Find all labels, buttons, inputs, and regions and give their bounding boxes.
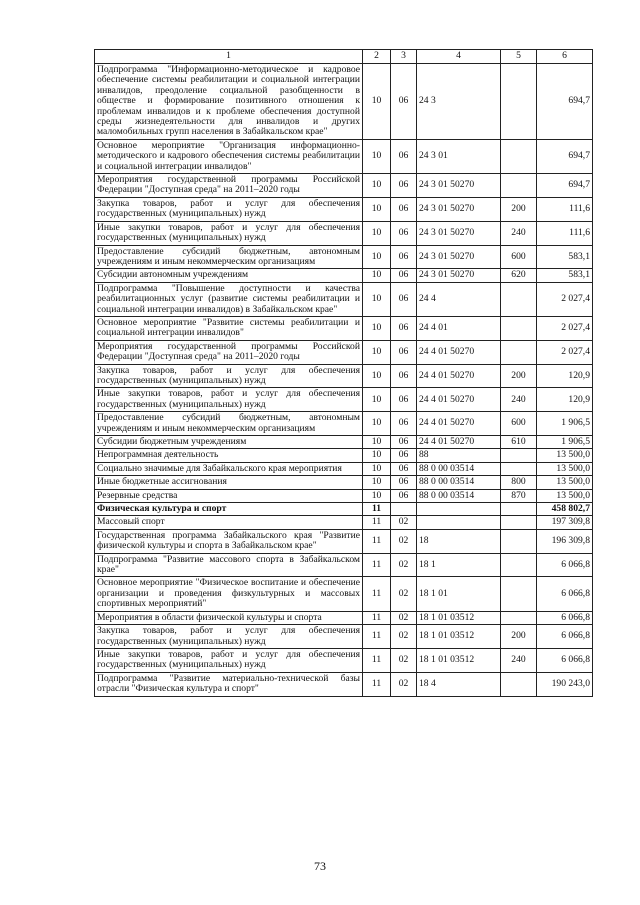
row-expense-type-cell — [501, 139, 537, 173]
row-subsection-cell: 02 — [391, 648, 417, 672]
row-subsection-cell: 06 — [391, 197, 417, 221]
row-target-code-cell: 88 0 00 03514 — [417, 462, 501, 475]
row-expense-type-cell — [501, 462, 537, 475]
row-target-code-cell: 24 3 01 50270 — [417, 269, 501, 282]
row-target-code-cell: 18 1 01 — [417, 577, 501, 611]
row-name-cell: Мероприятия государственной программы Российской Федерации "Доступная среда" на 2011–2020 годы — [95, 174, 363, 198]
row-name-cell: Основное мероприятие "Физическое воспитание и обеспечение организации и проведения физкультурных и массовых спортивных мероприятий" — [95, 577, 363, 611]
row-subsection-cell: 02 — [391, 553, 417, 577]
row-name-cell: Подпрограмма "Информационно-методическое и кадровое обеспечение системы реабилитации и социальной интеграции инвалидов, преодоление социальной разобщенности в обществе и формирование позитивного отношения к проблемам инвалидов и к проблеме обеспечения доступной среды жизнедеятельности для инвалидов и других маломобильных групп населения в Забайкальском крае" — [95, 64, 363, 140]
row-section-cell: 10 — [363, 64, 391, 140]
row-amount-cell: 6 066,8 — [537, 648, 593, 672]
row-section-cell: 11 — [363, 672, 391, 696]
row-target-code-cell: 18 1 — [417, 553, 501, 577]
row-expense-type-cell: 620 — [501, 269, 537, 282]
row-expense-type-cell — [501, 282, 537, 316]
row-amount-cell: 1 906,5 — [537, 412, 593, 436]
row-name-cell: Закупка товаров, работ и услуг для обеспечения государственных (муниципальных) нужд — [95, 625, 363, 649]
row-subsection-cell: 06 — [391, 462, 417, 475]
row-expense-type-cell — [501, 611, 537, 624]
row-name-cell: Государственная программа Забайкальского края "Развитие физической культуры и спорта в Забайкальском крае" — [95, 529, 363, 553]
row-subsection-cell: 06 — [391, 364, 417, 388]
row-subsection-cell: 02 — [391, 516, 417, 529]
table-row — [95, 388, 593, 412]
row-section-cell: 11 — [363, 529, 391, 553]
budget-table — [94, 49, 593, 697]
row-expense-type-cell: 240 — [501, 221, 537, 245]
row-amount-cell: 197 309,8 — [537, 516, 593, 529]
table-row — [95, 245, 593, 269]
table-row — [95, 672, 593, 696]
row-target-code-cell: 88 0 00 03514 — [417, 489, 501, 502]
row-amount-cell: 583,1 — [537, 245, 593, 269]
table-row — [95, 197, 593, 221]
row-target-code-cell: 24 4 01 50270 — [417, 412, 501, 436]
row-target-code-cell: 24 3 01 50270 — [417, 174, 501, 198]
table-row — [95, 489, 593, 502]
row-section-cell: 10 — [363, 489, 391, 502]
row-section-cell: 10 — [363, 139, 391, 173]
row-expense-type-cell: 240 — [501, 648, 537, 672]
table-row — [95, 462, 593, 475]
row-subsection-cell: 06 — [391, 174, 417, 198]
row-expense-type-cell: 240 — [501, 388, 537, 412]
row-subsection-cell: 06 — [391, 269, 417, 282]
row-section-cell: 11 — [363, 503, 391, 516]
row-target-code-cell: 24 4 — [417, 282, 501, 316]
row-section-cell: 11 — [363, 625, 391, 649]
row-section-cell: 10 — [363, 449, 391, 462]
table-row — [95, 364, 593, 388]
row-subsection-cell: 06 — [391, 449, 417, 462]
row-expense-type-cell — [501, 316, 537, 340]
row-section-cell: 10 — [363, 316, 391, 340]
row-subsection-cell: 06 — [391, 476, 417, 489]
row-subsection-cell: 02 — [391, 611, 417, 624]
header-col-target-code: 4 — [417, 50, 501, 64]
row-name-cell: Физическая культура и спорт — [95, 503, 363, 516]
table-row — [95, 516, 593, 529]
row-subsection-cell: 06 — [391, 221, 417, 245]
row-amount-cell: 111,6 — [537, 221, 593, 245]
row-expense-type-cell: 600 — [501, 245, 537, 269]
row-target-code-cell: 24 4 01 50270 — [417, 364, 501, 388]
row-subsection-cell: 06 — [391, 64, 417, 140]
row-expense-type-cell: 600 — [501, 412, 537, 436]
row-subsection-cell: 02 — [391, 577, 417, 611]
row-name-cell: Основное мероприятие "Организация информационно-методического и кадрового обеспечения системы реабилитации и социальной интеграции инвалидов" — [95, 139, 363, 173]
row-expense-type-cell — [501, 672, 537, 696]
row-subsection-cell: 06 — [391, 489, 417, 502]
table-row — [95, 553, 593, 577]
row-expense-type-cell — [501, 64, 537, 140]
table-row — [95, 476, 593, 489]
row-amount-cell: 190 243,0 — [537, 672, 593, 696]
table-row — [95, 139, 593, 173]
row-subsection-cell: 06 — [391, 245, 417, 269]
row-expense-type-cell: 200 — [501, 197, 537, 221]
row-amount-cell: 694,7 — [537, 174, 593, 198]
row-expense-type-cell — [501, 516, 537, 529]
row-expense-type-cell — [501, 340, 537, 364]
row-amount-cell: 13 500,0 — [537, 449, 593, 462]
row-subsection-cell: 06 — [391, 139, 417, 173]
row-amount-cell: 458 802,7 — [537, 503, 593, 516]
row-subsection-cell: 02 — [391, 625, 417, 649]
row-target-code-cell: 24 3 01 50270 — [417, 197, 501, 221]
row-name-cell: Закупка товаров, работ и услуг для обеспечения государственных (муниципальных) нужд — [95, 197, 363, 221]
table-row — [95, 221, 593, 245]
row-target-code-cell: 18 4 — [417, 672, 501, 696]
row-name-cell: Подпрограмма "Развитие массового спорта в Забайкальском крае" — [95, 553, 363, 577]
row-section-cell: 10 — [363, 462, 391, 475]
row-name-cell: Социально значимые для Забайкальского края мероприятия — [95, 462, 363, 475]
row-name-cell: Иные закупки товаров, работ и услуг для обеспечения государственных (муниципальных) нужд — [95, 648, 363, 672]
row-target-code-cell: 24 3 01 — [417, 139, 501, 173]
row-amount-cell: 6 066,8 — [537, 611, 593, 624]
row-expense-type-cell: 200 — [501, 364, 537, 388]
row-amount-cell: 120,9 — [537, 364, 593, 388]
row-target-code-cell: 88 0 00 03514 — [417, 476, 501, 489]
row-amount-cell: 6 066,8 — [537, 577, 593, 611]
row-subsection-cell: 02 — [391, 529, 417, 553]
row-subsection-cell: 06 — [391, 340, 417, 364]
row-section-cell: 10 — [363, 340, 391, 364]
table-row — [95, 577, 593, 611]
row-name-cell: Массовый спорт — [95, 516, 363, 529]
row-target-code-cell: 18 1 01 03512 — [417, 611, 501, 624]
table-row — [95, 611, 593, 624]
row-section-cell: 10 — [363, 364, 391, 388]
row-expense-type-cell — [501, 503, 537, 516]
table-row — [95, 174, 593, 198]
page-number: 73 — [314, 859, 326, 873]
row-amount-cell: 111,6 — [537, 197, 593, 221]
row-name-cell: Непрограммная деятельность — [95, 449, 363, 462]
row-name-cell: Предоставление субсидий бюджетным, автономным учреждениям и иным некоммерческим организациям — [95, 412, 363, 436]
row-section-cell: 11 — [363, 648, 391, 672]
row-amount-cell: 694,7 — [537, 139, 593, 173]
row-amount-cell: 2 027,4 — [537, 282, 593, 316]
row-expense-type-cell: 610 — [501, 436, 537, 449]
row-section-cell: 10 — [363, 412, 391, 436]
row-expense-type-cell: 870 — [501, 489, 537, 502]
row-expense-type-cell: 200 — [501, 625, 537, 649]
row-amount-cell: 13 500,0 — [537, 489, 593, 502]
row-expense-type-cell — [501, 553, 537, 577]
header-col-amount: 6 — [537, 50, 593, 64]
row-name-cell: Подпрограмма "Развитие материально-технической базы отрасли "Физическая культура и спорт" — [95, 672, 363, 696]
row-section-cell: 10 — [363, 436, 391, 449]
row-amount-cell: 120,9 — [537, 388, 593, 412]
row-amount-cell: 1 906,5 — [537, 436, 593, 449]
row-section-cell: 10 — [363, 388, 391, 412]
table-row — [95, 316, 593, 340]
row-subsection-cell: 06 — [391, 412, 417, 436]
row-target-code-cell: 88 — [417, 449, 501, 462]
row-name-cell: Субсидии автономным учреждениям — [95, 269, 363, 282]
row-section-cell: 10 — [363, 174, 391, 198]
table-row — [95, 412, 593, 436]
header-col-name: 1 — [95, 50, 363, 64]
row-name-cell: Субсидии бюджетным учреждениям — [95, 436, 363, 449]
row-subsection-cell — [391, 503, 417, 516]
row-name-cell: Иные закупки товаров, работ и услуг для обеспечения государственных (муниципальных) нужд — [95, 388, 363, 412]
row-section-cell: 10 — [363, 282, 391, 316]
row-target-code-cell: 24 4 01 — [417, 316, 501, 340]
row-amount-cell: 694,7 — [537, 64, 593, 140]
header-col-expense-type: 5 — [501, 50, 537, 64]
row-subsection-cell: 06 — [391, 436, 417, 449]
row-target-code-cell — [417, 503, 501, 516]
row-amount-cell: 2 027,4 — [537, 316, 593, 340]
row-section-cell: 11 — [363, 516, 391, 529]
row-section-cell: 11 — [363, 577, 391, 611]
row-target-code-cell: 24 3 01 50270 — [417, 221, 501, 245]
row-amount-cell: 583,1 — [537, 269, 593, 282]
row-section-cell: 11 — [363, 611, 391, 624]
row-section-cell: 10 — [363, 197, 391, 221]
table-header-row — [95, 50, 593, 64]
row-expense-type-cell — [501, 529, 537, 553]
row-target-code-cell: 18 1 01 03512 — [417, 625, 501, 649]
row-amount-cell: 6 066,8 — [537, 553, 593, 577]
row-subsection-cell: 06 — [391, 388, 417, 412]
row-subsection-cell: 02 — [391, 672, 417, 696]
row-target-code-cell: 18 — [417, 529, 501, 553]
row-target-code-cell — [417, 516, 501, 529]
row-name-cell: Иные закупки товаров, работ и услуг для обеспечения государственных (муниципальных) нужд — [95, 221, 363, 245]
table-row — [95, 269, 593, 282]
row-name-cell: Основное мероприятие "Развитие системы реабилитации и социальной интеграции инвалидов" — [95, 316, 363, 340]
row-subsection-cell: 06 — [391, 316, 417, 340]
row-target-code-cell: 24 4 01 50270 — [417, 388, 501, 412]
row-section-cell: 10 — [363, 245, 391, 269]
row-name-cell: Резервные средства — [95, 489, 363, 502]
row-amount-cell: 196 309,8 — [537, 529, 593, 553]
header-col-section: 2 — [363, 50, 391, 64]
row-name-cell: Предоставление субсидий бюджетным, автономным учреждениям и иным некоммерческим организациям — [95, 245, 363, 269]
row-target-code-cell: 24 4 01 50270 — [417, 340, 501, 364]
table-row — [95, 529, 593, 553]
table-row — [95, 282, 593, 316]
row-expense-type-cell — [501, 577, 537, 611]
row-amount-cell: 13 500,0 — [537, 476, 593, 489]
table-row — [95, 436, 593, 449]
row-name-cell: Закупка товаров, работ и услуг для обеспечения государственных (муниципальных) нужд — [95, 364, 363, 388]
row-amount-cell: 13 500,0 — [537, 462, 593, 475]
row-section-cell: 10 — [363, 221, 391, 245]
row-expense-type-cell — [501, 449, 537, 462]
row-section-cell: 10 — [363, 476, 391, 489]
table-row — [95, 64, 593, 140]
table-row — [95, 340, 593, 364]
row-section-cell: 10 — [363, 269, 391, 282]
row-amount-cell: 2 027,4 — [537, 340, 593, 364]
row-name-cell: Иные бюджетные ассигнования — [95, 476, 363, 489]
row-amount-cell: 6 066,8 — [537, 625, 593, 649]
table-row — [95, 449, 593, 462]
table-body — [95, 64, 593, 697]
header-col-subsection: 3 — [391, 50, 417, 64]
row-name-cell: Мероприятия в области физической культуры и спорта — [95, 611, 363, 624]
row-section-cell: 11 — [363, 553, 391, 577]
row-expense-type-cell — [501, 174, 537, 198]
row-target-code-cell: 24 3 01 50270 — [417, 245, 501, 269]
row-name-cell: Мероприятия государственной программы Российской Федерации "Доступная среда" на 2011–2020 годы — [95, 340, 363, 364]
table-row — [95, 625, 593, 649]
row-target-code-cell: 18 1 01 03512 — [417, 648, 501, 672]
row-target-code-cell: 24 4 01 50270 — [417, 436, 501, 449]
row-expense-type-cell: 800 — [501, 476, 537, 489]
table-row — [95, 648, 593, 672]
row-name-cell: Подпрограмма "Повышение доступности и качества реабилитационных услуг (развитие системы реабилитации и социальной интеграции инвалидов) в Забайкальском крае" — [95, 282, 363, 316]
table-row — [95, 503, 593, 516]
row-target-code-cell: 24 3 — [417, 64, 501, 140]
row-subsection-cell: 06 — [391, 282, 417, 316]
